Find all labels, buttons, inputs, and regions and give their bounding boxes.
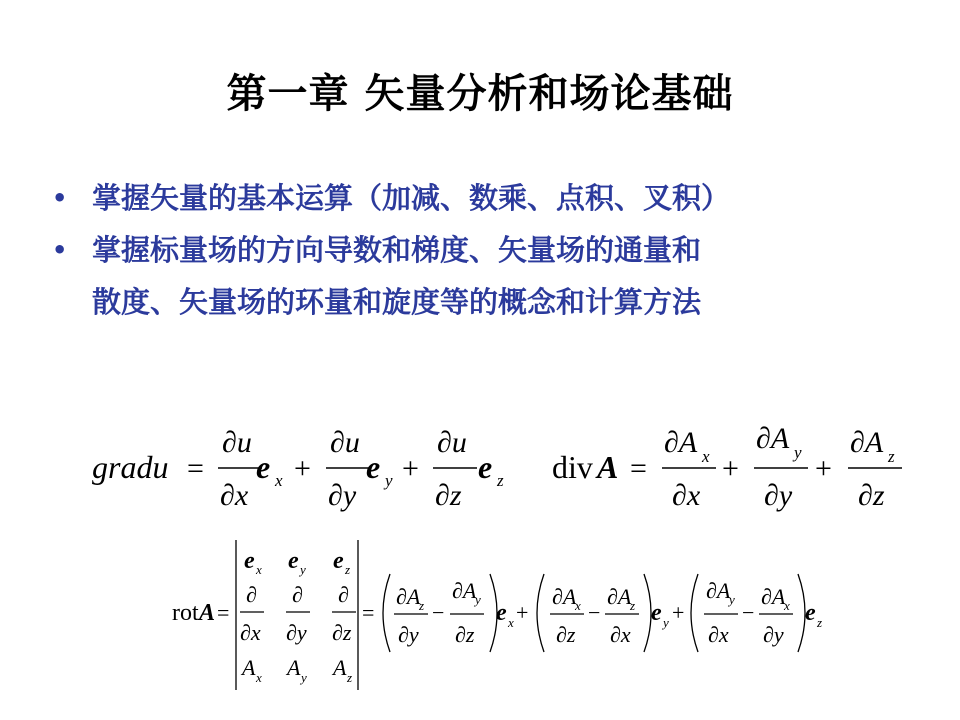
svg-text:e: e bbox=[496, 600, 507, 626]
grad-e-z: e bbox=[478, 449, 493, 485]
t3-num-2: ∂A bbox=[761, 584, 786, 609]
det-dy: ∂y bbox=[286, 620, 307, 645]
grad-numerator-2: ∂u bbox=[330, 426, 360, 459]
div-num-sub-y: y bbox=[794, 443, 802, 462]
bullet-text-1: 掌握矢量的基本运算（加减、数乘、点积、叉积） bbox=[92, 181, 731, 215]
grad-lhs: gradu bbox=[92, 449, 169, 485]
det-A-sub-z: z bbox=[347, 670, 353, 685]
svg-text:x: x bbox=[784, 598, 790, 613]
div-numerator-3: ∂A bbox=[850, 426, 884, 459]
div-lhs-fn: div bbox=[552, 449, 593, 485]
grad-denominator-1: ∂x bbox=[220, 479, 249, 512]
svg-text:∂x: ∂x bbox=[708, 622, 729, 647]
t2-num-2: ∂A bbox=[607, 584, 632, 609]
svg-text:−: − bbox=[742, 600, 755, 625]
det-dx: ∂x bbox=[240, 620, 261, 645]
div-lhs-vec: A bbox=[597, 449, 619, 485]
rot-equals-1: = bbox=[217, 600, 230, 625]
grad-sub-y: y bbox=[385, 471, 393, 490]
det-A-z: A bbox=[333, 655, 347, 680]
bullet-text-2-line-2: 散度、矢量场的环量和旋度等的概念和计算方法 bbox=[92, 285, 702, 319]
div-numerator-1: ∂A bbox=[664, 426, 698, 459]
grad-denominator-3: ∂z bbox=[435, 479, 462, 512]
svg-text:∂z: ∂z bbox=[556, 622, 576, 647]
slide-title: 第一章 矢量分析和场论基础 bbox=[226, 71, 734, 117]
grad-sub-x: x bbox=[275, 471, 283, 490]
svg-text:−: − bbox=[432, 600, 445, 625]
grad-denominator-2: ∂y bbox=[328, 479, 357, 512]
svg-text:x: x bbox=[508, 615, 514, 630]
div-equals: = bbox=[630, 452, 647, 485]
svg-text:−: − bbox=[588, 600, 601, 625]
det-e-z: e bbox=[333, 548, 344, 574]
gradient-formula bbox=[92, 426, 504, 512]
svg-text:z: z bbox=[419, 598, 425, 613]
det-e-y: e bbox=[288, 548, 299, 574]
det-e-sub-x: x bbox=[256, 562, 262, 577]
rot-lhs-vec: A bbox=[199, 600, 216, 626]
div-denominator-2: ∂y bbox=[764, 479, 793, 512]
grad-plus-1: + bbox=[294, 452, 311, 485]
svg-text:x: x bbox=[575, 598, 581, 613]
det-A-x: A bbox=[242, 655, 256, 680]
det-partial-3: ∂ bbox=[338, 582, 349, 607]
bullet-text-2-line-1: 掌握标量场的方向导数和梯度、矢量场的通量和 bbox=[92, 233, 702, 267]
det-e-x: e bbox=[244, 548, 255, 574]
det-partial-2: ∂ bbox=[292, 582, 303, 607]
svg-text:z: z bbox=[630, 598, 636, 613]
svg-text:∂y: ∂y bbox=[763, 622, 784, 647]
div-numerator-2: ∂A bbox=[756, 422, 790, 455]
svg-text:y: y bbox=[475, 592, 481, 607]
det-A-sub-x: x bbox=[256, 670, 262, 685]
svg-text:+: + bbox=[672, 600, 685, 625]
div-denominator-3: ∂z bbox=[858, 479, 885, 512]
t2-num-1: ∂A bbox=[552, 584, 577, 609]
t1-num-1: ∂A bbox=[396, 584, 421, 609]
div-num-sub-x: x bbox=[702, 447, 710, 466]
rot-lhs-fn: rot bbox=[172, 600, 199, 626]
div-denominator-1: ∂x bbox=[672, 479, 701, 512]
grad-equals: = bbox=[187, 452, 204, 485]
bullet-marker: • bbox=[52, 184, 68, 212]
divergence-formula bbox=[552, 422, 902, 512]
svg-text:+: + bbox=[516, 600, 529, 625]
rot-equals-2: = bbox=[362, 600, 375, 625]
svg-text:∂z: ∂z bbox=[455, 622, 475, 647]
bullet-marker: • bbox=[52, 236, 68, 264]
det-A-y: A bbox=[287, 655, 301, 680]
det-e-sub-z: z bbox=[345, 562, 351, 577]
t1-num-2: ∂A bbox=[452, 578, 477, 603]
div-plus-1: + bbox=[722, 452, 739, 485]
det-partial-1: ∂ bbox=[246, 582, 257, 607]
t3-num-1: ∂A bbox=[706, 578, 731, 603]
det-e-sub-y: y bbox=[300, 562, 306, 577]
svg-text:y: y bbox=[663, 615, 669, 630]
grad-plus-2: + bbox=[402, 452, 419, 485]
svg-text:∂y: ∂y bbox=[398, 622, 419, 647]
det-A-sub-y: y bbox=[301, 670, 307, 685]
svg-text:e: e bbox=[651, 600, 662, 626]
curl-formula bbox=[172, 540, 822, 690]
div-num-sub-z: z bbox=[888, 447, 895, 466]
div-plus-2: + bbox=[815, 452, 832, 485]
det-dz: ∂z bbox=[332, 620, 352, 645]
svg-text:e: e bbox=[805, 600, 816, 626]
grad-sub-z: z bbox=[497, 471, 504, 490]
grad-e-y: e bbox=[366, 449, 381, 485]
grad-numerator-1: ∂u bbox=[222, 426, 252, 459]
svg-text:z: z bbox=[817, 615, 823, 630]
grad-e-x: e bbox=[256, 449, 271, 485]
svg-text:∂x: ∂x bbox=[610, 622, 631, 647]
grad-numerator-3: ∂u bbox=[437, 426, 467, 459]
svg-text:y: y bbox=[729, 592, 735, 607]
